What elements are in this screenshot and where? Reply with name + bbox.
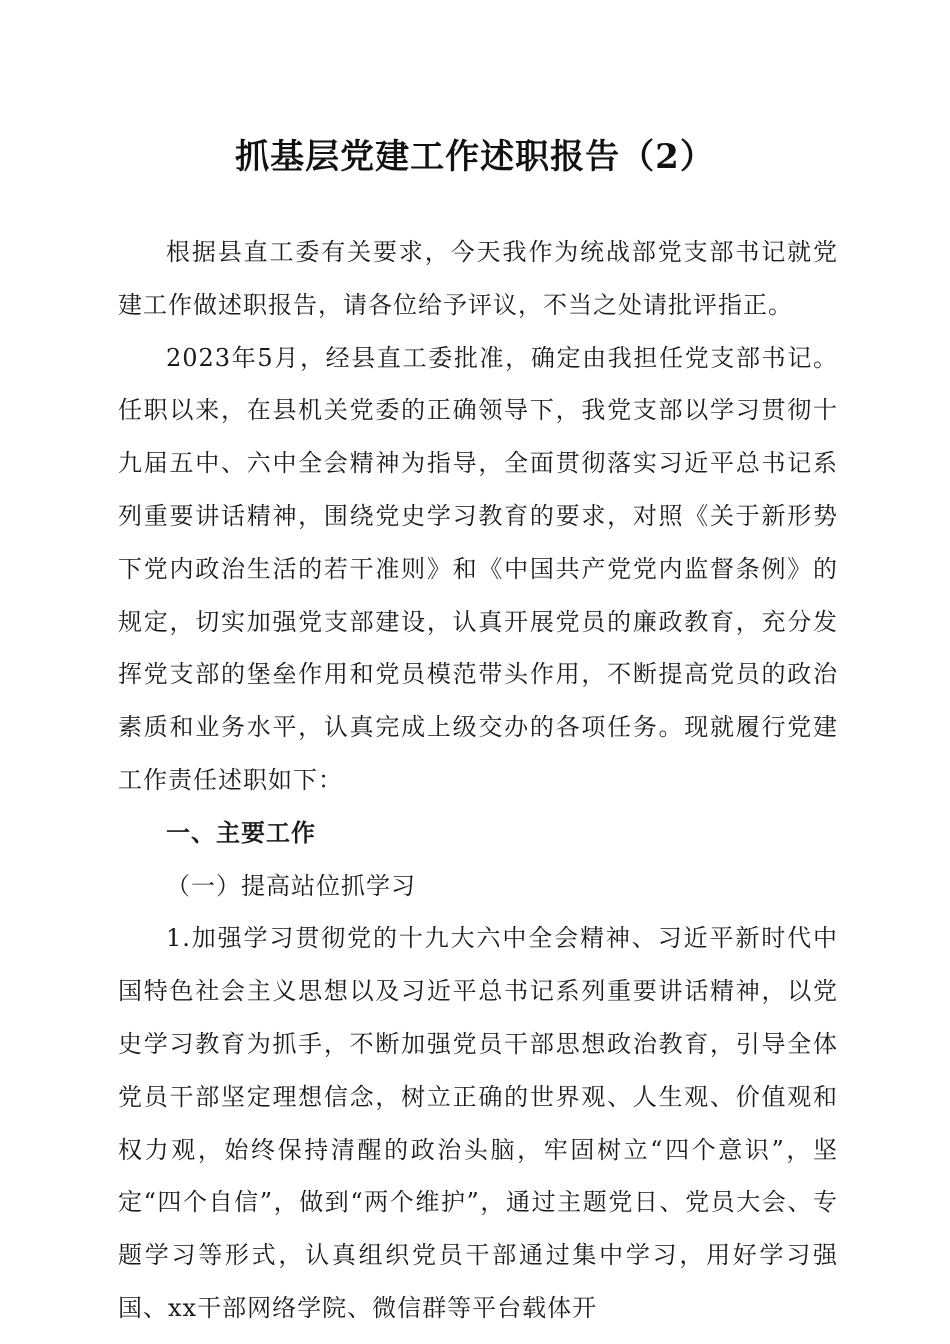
document-body [118, 226, 838, 1335]
subsection-heading-study: （一）提高站位抓学习 [166, 871, 416, 900]
section-heading-main-work: 一、主要工作 [166, 818, 316, 847]
document-title: 抓基层党建工作述职报告（2） [235, 137, 715, 177]
background-paragraph: 2023年5月，经县直工委批准，确定由我担任党支部书记。任职以来，在县机关党委的正确领导下，我党支部以学习贯彻十九届五中、六中全会精神为指导，全面贯彻落实习近平总书记系列重要讲话精神，围绕党史学习教育的要求，对照《关于新形势下党内政治生活的若干准则》和《中国共产党党内监督条例》的规定，切实加强党支部建设，认真开展党员的廉政教育，充分发挥党支部的堡垒作用和党员模范带头作用，不断提高党员的政治素质和业务水平，认真完成上级交办的各项任务。现就履行党建工作责任述职如下： [118, 343, 838, 794]
intro-paragraph: 根据县直工委有关要求，今天我作为统战部党支部书记就党建工作做述职报告，请各位给予评议，不当之处请批评指正。 [118, 238, 838, 319]
study-item-paragraph: 1.加强学习贯彻党的十九大六中全会精神、习近平新时代中国特色社会主义思想以及习近平总书记系列重要讲话精神，以党史学习教育为抓手，不断加强党员干部思想政治教育，引导全体党员干部坚定理想信念，树立正确的世界观、人生观、价值观和权力观，始终保持清醒的政治头脑，牢固树立“四个意识”，坚定“四个自信”，做到“两个维护”，通过主题党日、党员大会、专题学习等形式，认真组织党员干部通过集中学习，用好学习强国、xx干部网络学院、微信群等平台载体开 [118, 924, 838, 1322]
